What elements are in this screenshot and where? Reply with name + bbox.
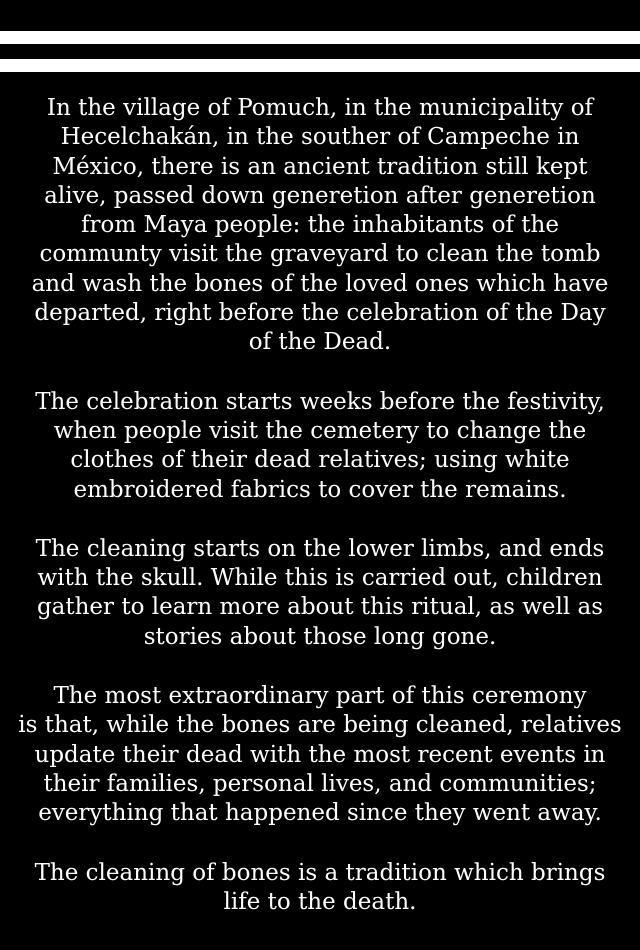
paragraph-celebration: The celebration starts weeks before the festivity, when people visit the cemetery to change the clothes of their dead relatives; using white embroidered fabrics to cover the remains. [35,388,605,503]
paragraph-ceremony: The most extraordinary part of this ceremony is that, while the bones are being cleaned, relatives update their dead with the most recent events in their families, personal lives, and communities; everything that happened since they went away. [18,683,622,827]
second-divider-rule [0,59,640,72]
paragraph-cleaning: The cleaning starts on the lower limbs, and ends with the skull. While this is carried out, children gather to learn more about this ritual, as well as stories about those long gone. [35,535,605,650]
top-divider-rule [0,31,640,44]
paragraph-intro: In the village of Pomuch, in the municipality of Hecelchakán, in the souther of Campeche in México, there is an ancient tradition still kept alive, passed down generetion after generetion from Maya people: the inhabitants of the communty visit the graveyard to clean the tomb and wash the bones of the loved ones which have departed, right before the celebration of the Day of the Dead. [31,95,609,356]
article-body [10,94,630,917]
paragraph-conclusion: The cleaning of bones is a tradition which brings life to the death. [34,859,606,915]
